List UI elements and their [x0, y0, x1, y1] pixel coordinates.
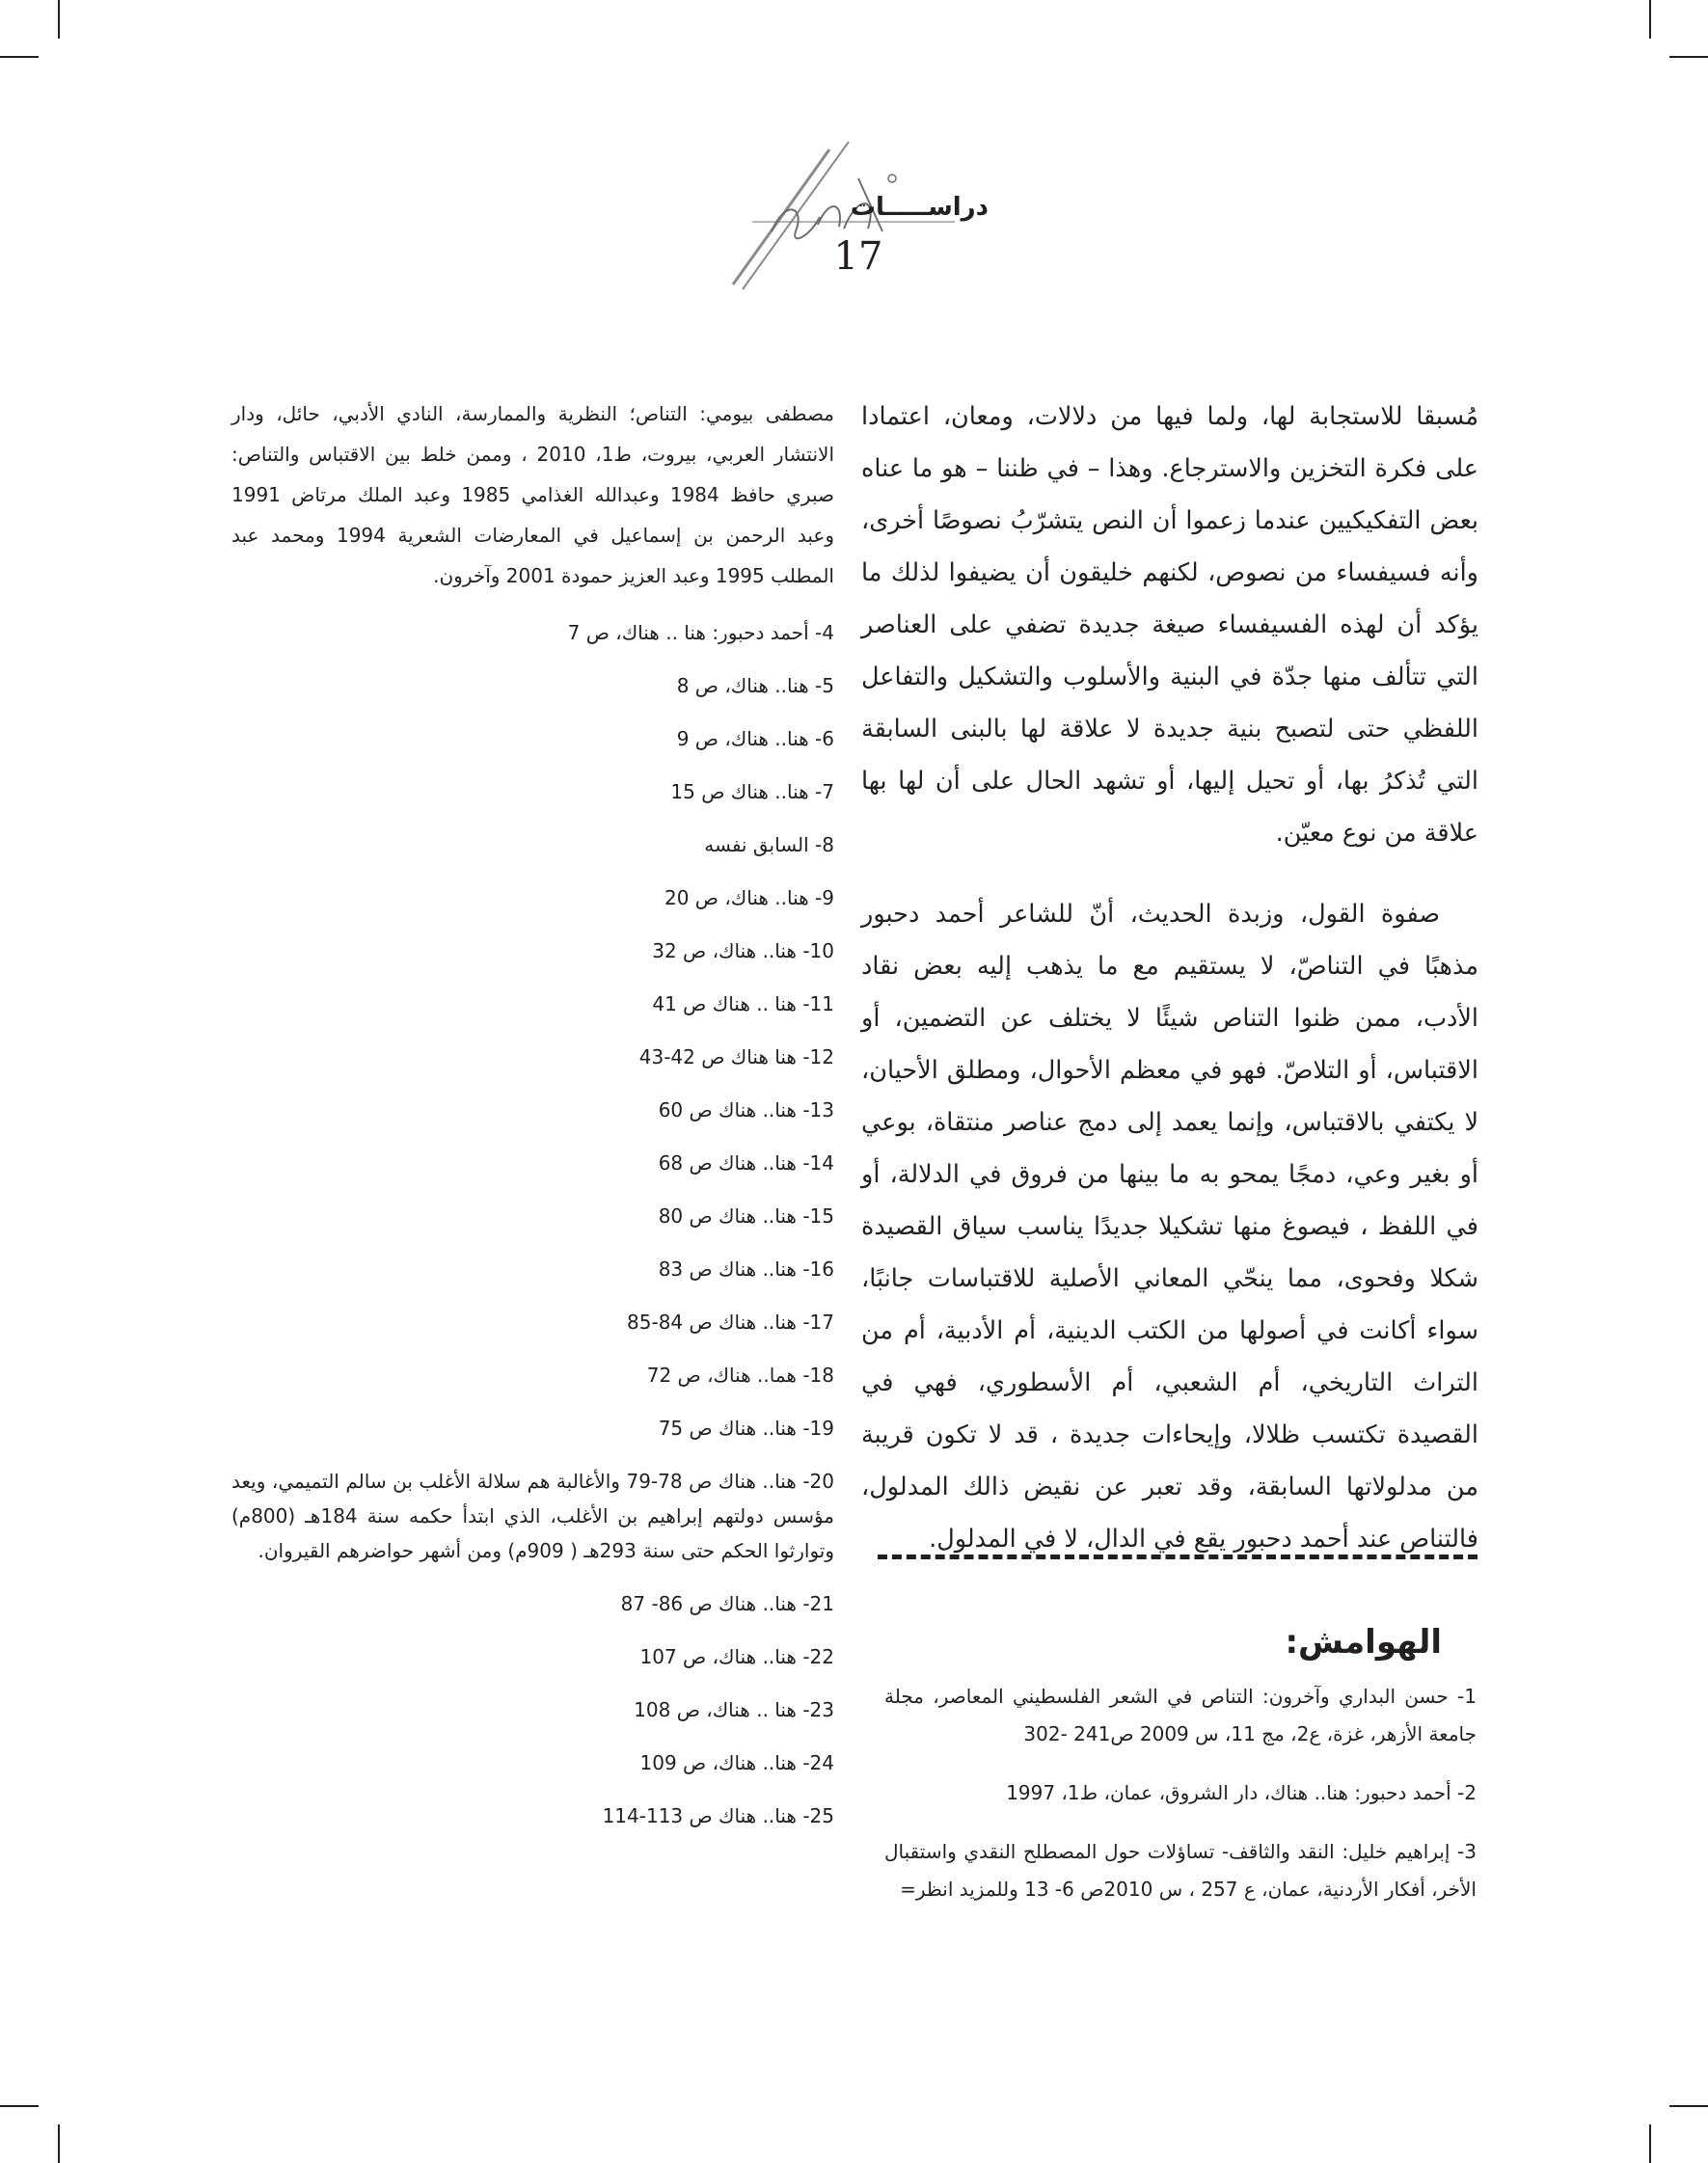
crop-mark	[58, 2124, 60, 2163]
footnote-item: 18- هما.. هناك، ص 72	[646, 1364, 834, 1387]
footnote-item: 7- هنا.. هناك ص 15	[670, 780, 834, 803]
footnote-item: 8- السابق نفسه	[704, 833, 834, 856]
footnote-item: 1- حسن البداري وآخرون: التناص في الشعر الفلسطيني المعاصر، مجلة جامعة الأزهر، غزة، ع2، مج 11، س 2009 ص241 -302	[884, 1685, 1477, 1745]
footnote-item: 22- هنا.. هناك، ص 107	[639, 1645, 834, 1668]
crop-mark	[1649, 2124, 1651, 2163]
footnote-item: 3- إبراهيم خليل: النقد والثاقف- تساؤلات حول المصطلح النقدي واستقبال الأخر، أفكار الأردنية، عمان، ع 257 ، س 2010ص 6- 13 وللمزيد انظر=	[884, 1840, 1477, 1901]
footnote-item: 4- أحمد دحبور: هنا .. هناك، ص 7	[567, 621, 834, 644]
footnotes-continued	[231, 393, 834, 1852]
notes-title: الهوامش:	[1285, 1623, 1442, 1662]
crop-mark	[0, 2105, 39, 2107]
crop-mark	[1649, 0, 1651, 39]
footnote-item: 25- هنا.. هناك ص 113-114	[602, 1804, 834, 1827]
footnote-item: 13- هنا.. هناك ص 60	[658, 1098, 834, 1122]
footnote-continuation: مصطفى بيومي: التناص؛ النظرية والممارسة، النادي الأدبي، حائل، ودار الانتشار العربي، بيروت، ط1، 2010 ، وممن خلط بين الاقتباس والتناص: صبري حافظ 1984 وعبدالله الغذامي 1985 وعبد الملك مرتاض 1991 وعبد الرحمن بن إسماعيل في المعارضات الشعرية 1994 ومحمد عبد المطلب 1995 وعبد العزيز حمودة 2001 وآخرون.	[231, 402, 834, 587]
footnote-item: 12- هنا هناك ص 42-43	[638, 1045, 834, 1068]
footnote-item: 2- أحمد دحبور: هنا.. هناك، دار الشروق، عمان، ط1، 1997	[1006, 1781, 1477, 1804]
article-paragraph: صفوة القول، وزبدة الحديث، أنّ للشاعر أحمد دحبور مذهبًا في التناصّ، لا يستقيم مع ما يذهب إليه بعض نقاد الأدب، ممن ظنوا التناص شيئًا لا يختلف عن التضمين، أو الاقتباس، أو التلاصّ. فهو في معظم الأحوال، ومطلق الأحيان، لا يكتفي بالاقتباس، وإنما يعمد إلى دمج عناصر منتقاة، بوعي أو بغير وعي، دمجًا يمحو به ما بينها من فروق في الدلالة، أو في اللفظ ، فيصوغ منها تشكيلا جديدًا يناسب سياق القصيدة شكلا وفحوى، مما ينحّي المعاني الأصلية للاقتباسات جانبًا، سواء أكانت في أصولها من الكتب الدينية، أم الأدبية، أم من التراث التاريخي، أم الشعبي، أم الأسطوري، فهي في القصيدة تكتسب ظلالا، وإيحاءات جديدة ، قد لا تكون قريبة من مدلولاتها السابقة، وقد تعبر عن نقيض ذالك المدلول، فالتناص عند أحمد دحبور يقع في الدال، لا في المدلول.	[861, 900, 1478, 1554]
footnote-item: 11- هنا .. هناك ص 41	[652, 992, 834, 1015]
footnote-item: 23- هنا .. هناك، ص 108	[634, 1698, 834, 1721]
article-paragraph: مُسبقا للاستجابة لها، ولما فيها من دلالات، ومعان، اعتمادا على فكرة التخزين والاسترجاع. وهذا – في ظننا – هو ما عناه بعض التفكيكيين عندما زعموا أن النص يتشرّبُ نصوصًا أخرى، وأنه فسيفساء من نصوص، لكنهم خليقون أن يضيفوا لذلك ما يؤكد أن لهذه الفسيفساء صيغة جديدة تضفي على العناصر التي تتألف منها جدّة في البنية والأسلوب والتشكيل والتفاعل اللفظي حتى لتصبح بنية جديدة لا علاقة لها بالبنى السابقة التي تُذكرُ بها، أو تحيل إليها، أو تشهد الحال على أن لها بها علاقة من نوع معيّن.	[861, 402, 1478, 848]
footnote-item: 17- هنا.. هناك ص 84-85	[627, 1311, 834, 1334]
footnote-item: 5- هنا.. هناك، ص 8	[676, 674, 834, 697]
footnotes-list	[884, 1678, 1477, 1930]
footnote-item: 15- هنا.. هناك ص 80	[658, 1204, 834, 1228]
footnote-item: 21- هنا.. هناك ص 86- 87	[620, 1592, 834, 1615]
page-number: 17	[833, 234, 883, 279]
article-body	[861, 391, 1478, 1594]
crop-mark	[0, 56, 39, 58]
footnote-item: 24- هنا.. هناك، ص 109	[639, 1751, 834, 1774]
crop-mark	[58, 0, 60, 39]
footnote-item: 10- هنا.. هناك، ص 32	[652, 939, 834, 962]
crop-mark	[1669, 56, 1708, 58]
footnote-item: 16- هنا.. هناك ص 83	[658, 1257, 834, 1281]
footnote-item: 14- هنا.. هناك ص 68	[658, 1151, 834, 1175]
footnote-item: 9- هنا.. هناك، ص 20	[664, 886, 834, 909]
dashed-separator	[878, 1555, 1478, 1559]
footnote-item: 6- هنا.. هناك، ص 9	[676, 727, 834, 750]
crop-mark	[1669, 2105, 1708, 2107]
footnote-item: 20- هنا.. هناك ص 78-79 والأغالبة هم سلالة الأغلب بن سالم التميمي، ويعد مؤسس دولتهم إبراهيم بن الأغلب، الذي ابتدأ حكمه سنة 184هـ (800م) وتوارثوا الحكم حتى سنة 293هـ ( 909م) ومن أشهر حواضرهم القيروان.	[231, 1470, 834, 1562]
section-label: دراســـــات	[850, 193, 989, 222]
footnote-item: 19- هنا.. هناك ص 75	[658, 1417, 834, 1440]
